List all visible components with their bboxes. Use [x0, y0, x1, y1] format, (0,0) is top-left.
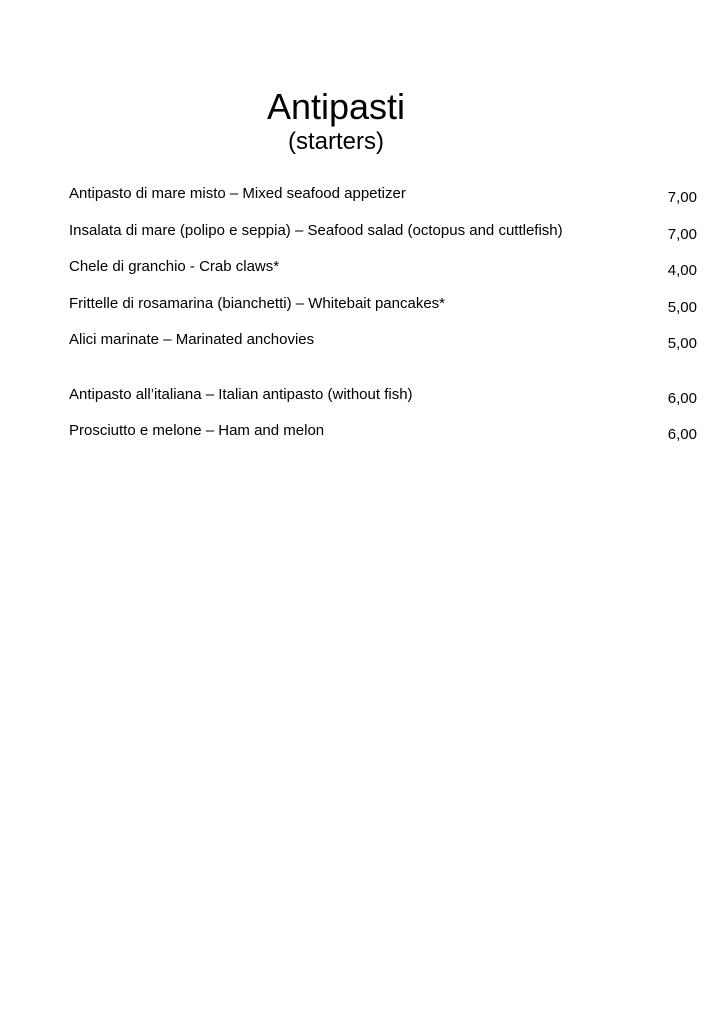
menu-item-price: 7,00 — [667, 225, 697, 243]
menu-item-price: 7,00 — [667, 189, 697, 206]
menu-item-name: Antipasto all’italiana – Italian antipasto (without fish) — [69, 385, 413, 403]
menu-item-price: 4,00 — [667, 262, 697, 279]
menu-item — [69, 420, 697, 457]
menu-section-subtitle: (starters) — [288, 128, 384, 155]
menu-item — [69, 293, 697, 330]
menu-item-price: 6,00 — [667, 426, 697, 443]
menu-item — [69, 384, 697, 421]
menu-item — [69, 256, 697, 293]
menu-item — [69, 220, 697, 257]
menu-item-name: Antipasto di mare misto – Mixed seafood appetizer — [69, 185, 406, 202]
menu-item-name: Insalata di mare (polipo e seppia) – Seafood salad (octopus and cuttlefish) — [69, 221, 563, 239]
menu-section-title: Antipasti — [266, 86, 406, 127]
menu-item-name: Frittelle di rosamarina (bianchetti) – Whitebait pancakes* — [69, 294, 446, 312]
menu-item — [69, 329, 697, 366]
menu-item-name: Alici marinate – Marinated anchovies — [69, 331, 315, 348]
menu-item-price: 5,00 — [667, 298, 697, 316]
menu-item-name: Chele di granchio - Crab claws* — [69, 258, 280, 275]
menu-item — [69, 183, 697, 220]
menu-item-name: Prosciutto e melone – Ham and melon — [69, 422, 325, 439]
menu-item-list — [69, 183, 697, 457]
menu-item-price: 5,00 — [667, 335, 697, 352]
menu-item-price: 6,00 — [667, 389, 697, 407]
